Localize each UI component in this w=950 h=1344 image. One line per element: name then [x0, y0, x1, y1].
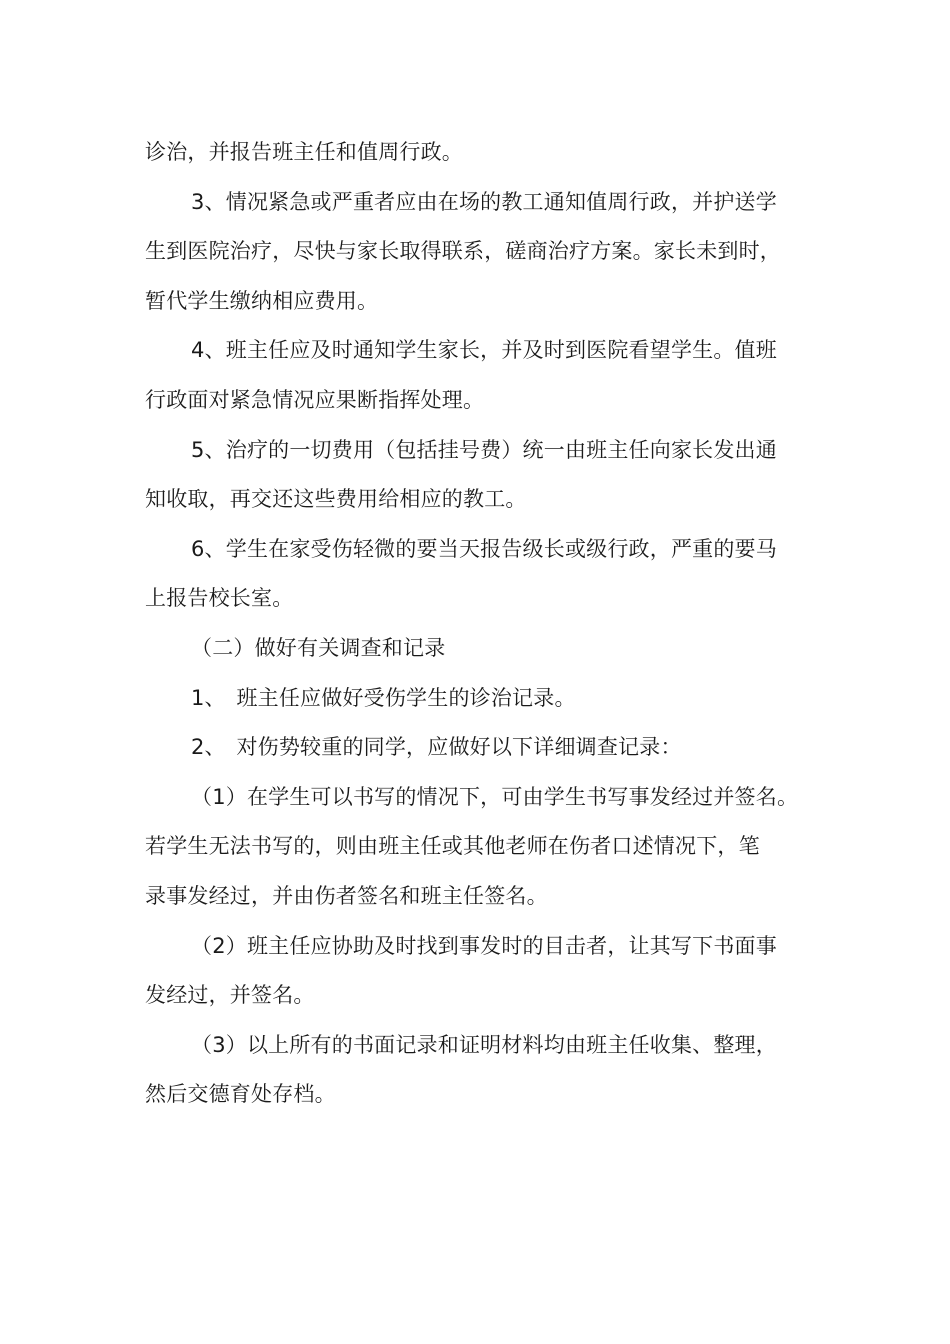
paragraph-item-6: 6、学生在家受伤轻微的要当天报告级长或级行政，严重的要马 — [191, 536, 777, 561]
paragraph-item-4: 4、班主任应及时通知学生家长，并及时到医院看望学生。值班 — [191, 338, 777, 363]
text-line: 暂代学生缴纳相应费用。 — [145, 288, 379, 313]
paragraph-item-5: 5、治疗的一切费用（包括挂号费）统一由班主任向家长发出通 — [191, 437, 777, 462]
text-line: 上报告校长室。 — [145, 586, 294, 611]
document-body — [145, 128, 835, 1120]
text-line: 知收取，再交还这些费用给相应的教工。 — [145, 487, 527, 512]
sub-item-2: （2）班主任应协助及时找到事发时的目击者，让其写下书面事 — [191, 933, 777, 958]
text-line: 若学生无法书写的，则由班主任或其他老师在伤者口述情况下，笔 — [145, 834, 760, 859]
sub-item-3: （3）以上所有的书面记录和证明材料均由班主任收集、整理， — [191, 1032, 777, 1057]
text-line: 然后交德育处存档。 — [145, 1082, 336, 1107]
text-line: 诊治，并报告班主任和值周行政。 — [145, 140, 463, 164]
text-line: 发经过，并签名。 — [145, 983, 315, 1008]
sub-item-1: （1）在学生可以书写的情况下，可由学生书写事发经过并签名。 — [191, 784, 799, 809]
text-line: 行政面对紧急情况应果断指挥处理。 — [145, 387, 485, 412]
section-heading: （二）做好有关调查和记录 — [191, 635, 446, 660]
list-item-2: 2、 对伤势较重的同学，应做好以下详细调查记录： — [191, 735, 682, 760]
text-line: 录事发经过，并由伤者签名和班主任签名。 — [145, 883, 548, 908]
text-line: 生到医院治疗，尽快与家长取得联系，磋商治疗方案。家长未到时， — [145, 239, 781, 264]
list-item-1: 1、 班主任应做好受伤学生的诊治记录。 — [191, 685, 576, 710]
paragraph-item-3: 3、情况紧急或严重者应由在场的教工通知值周行政，并护送学 — [191, 189, 777, 214]
